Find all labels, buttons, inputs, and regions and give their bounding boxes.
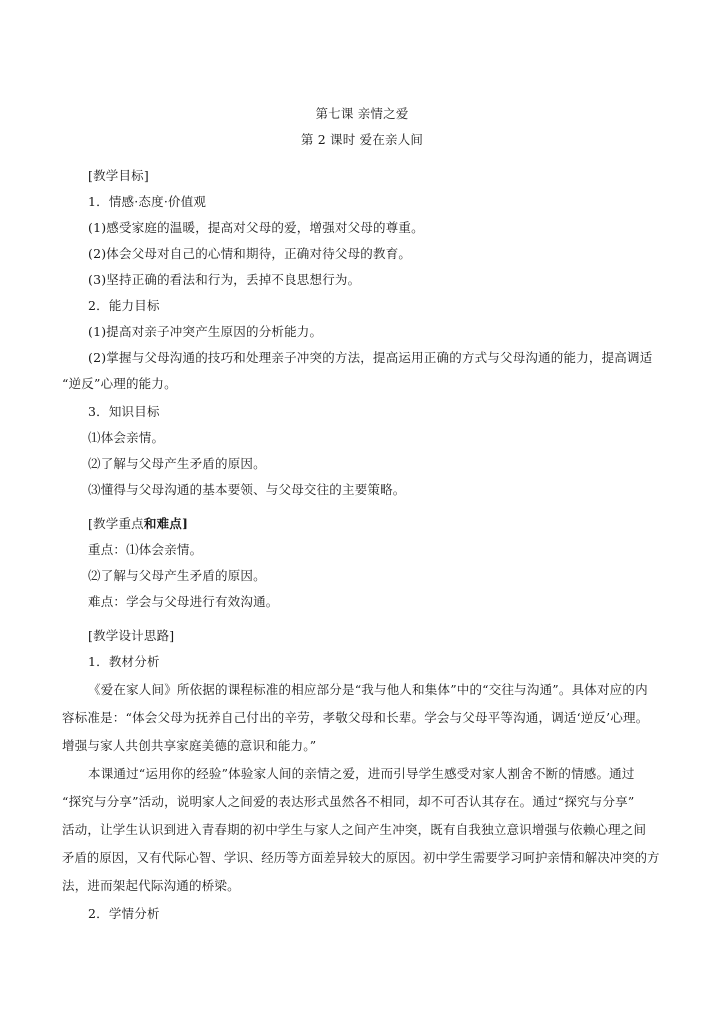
design-section-1-title: 1．教材分析 [88, 654, 160, 669]
design-paragraph-1-line: 容标准是：“体会父母为抚养自己付出的辛劳，孝敬父母和长辈。学会与父母平等沟通，调适‘逆反’心理。 [62, 710, 649, 725]
goals-section-3-item: ⑶懂得与父母沟通的基本要领、与父母交往的主要策略。 [88, 482, 406, 497]
goals-section-3-item: ⑴体会亲情。 [88, 430, 165, 445]
key-points-heading-part: ] [182, 516, 189, 531]
key-points-line: 重点：⑴体会亲情。 [88, 542, 203, 557]
goals-heading: [教学目标] [88, 168, 149, 183]
design-section-2-title: 2．学情分析 [88, 906, 160, 921]
key-points-heading-part: [教学重点 [88, 516, 144, 531]
lesson-title: 第七课 亲情之爱 [315, 106, 409, 121]
goals-section-3-title: 3．知识目标 [88, 404, 160, 419]
goals-section-1-item: (2)体会父母对自己的心情和期待，正确对待父母的教育。 [88, 246, 412, 261]
goals-section-1-item: (1)感受家庭的温暖，提高对父母的爱，增强对父母的尊重。 [88, 220, 424, 235]
design-paragraph-2-line: “探究与分享”活动，说明家人之间爱的表达形式虽然各不相同，却不可否认其存在。通过“探究与分享” [62, 794, 635, 809]
goals-section-2-title: 2．能力目标 [88, 298, 160, 313]
design-paragraph-2-line: 法，进而架起代际沟通的桥梁。 [62, 878, 240, 893]
goals-section-2-item: “逆反”心理的能力。 [62, 376, 177, 391]
design-paragraph-2-line: 活动，让学生认识到进入青春期的初中学生与家人之间产生冲突，既有自我独立意识增强与依赖心理之间 [62, 822, 647, 837]
design-paragraph-2-line: 本课通过“运用你的经验”体验家人间的亲情之爱，进而引导学生感受对家人割舍不断的情感。通过 [88, 766, 635, 781]
goals-section-1-title: 1．情感·态度·价值观 [88, 194, 207, 209]
lesson-subtitle: 第 2 课时 爱在亲人间 [300, 132, 424, 147]
design-paragraph-2-line: 矛盾的原因，又有代际心智、学识、经历等方面差异较大的原因。初中学生需要学习呵护亲情和解决冲突的方 [62, 851, 660, 865]
design-heading: [教学设计思路] [88, 628, 175, 643]
design-paragraph-1-line: 《爱在家人间》所依据的课程标准的相应部分是“我与他人和集体”中的“交往与沟通”。具体对应的内 [88, 682, 648, 697]
key-points-line: ⑵了解与父母产生矛盾的原因。 [88, 568, 266, 583]
goals-section-3-item: ⑵了解与父母产生矛盾的原因。 [88, 456, 266, 471]
key-points-line: 难点：学会与父母进行有效沟通。 [88, 594, 279, 609]
design-paragraph-1-line: 增强与家人共创共享家庭美德的意识和能力。” [62, 738, 317, 753]
key-points-heading [88, 516, 188, 532]
key-points-heading-bold: 和难点 [143, 516, 182, 531]
goals-section-1-item: (3)坚持正确的看法和行为，丢掉不良思想行为。 [88, 272, 361, 287]
goals-section-2-item: (2)掌握与父母沟通的技巧和处理亲子冲突的方法，提高运用正确的方式与父母沟通的能力，提高调适 [88, 350, 653, 365]
goals-section-2-item: (1)提高对亲子冲突产生原因的分析能力。 [88, 324, 323, 339]
